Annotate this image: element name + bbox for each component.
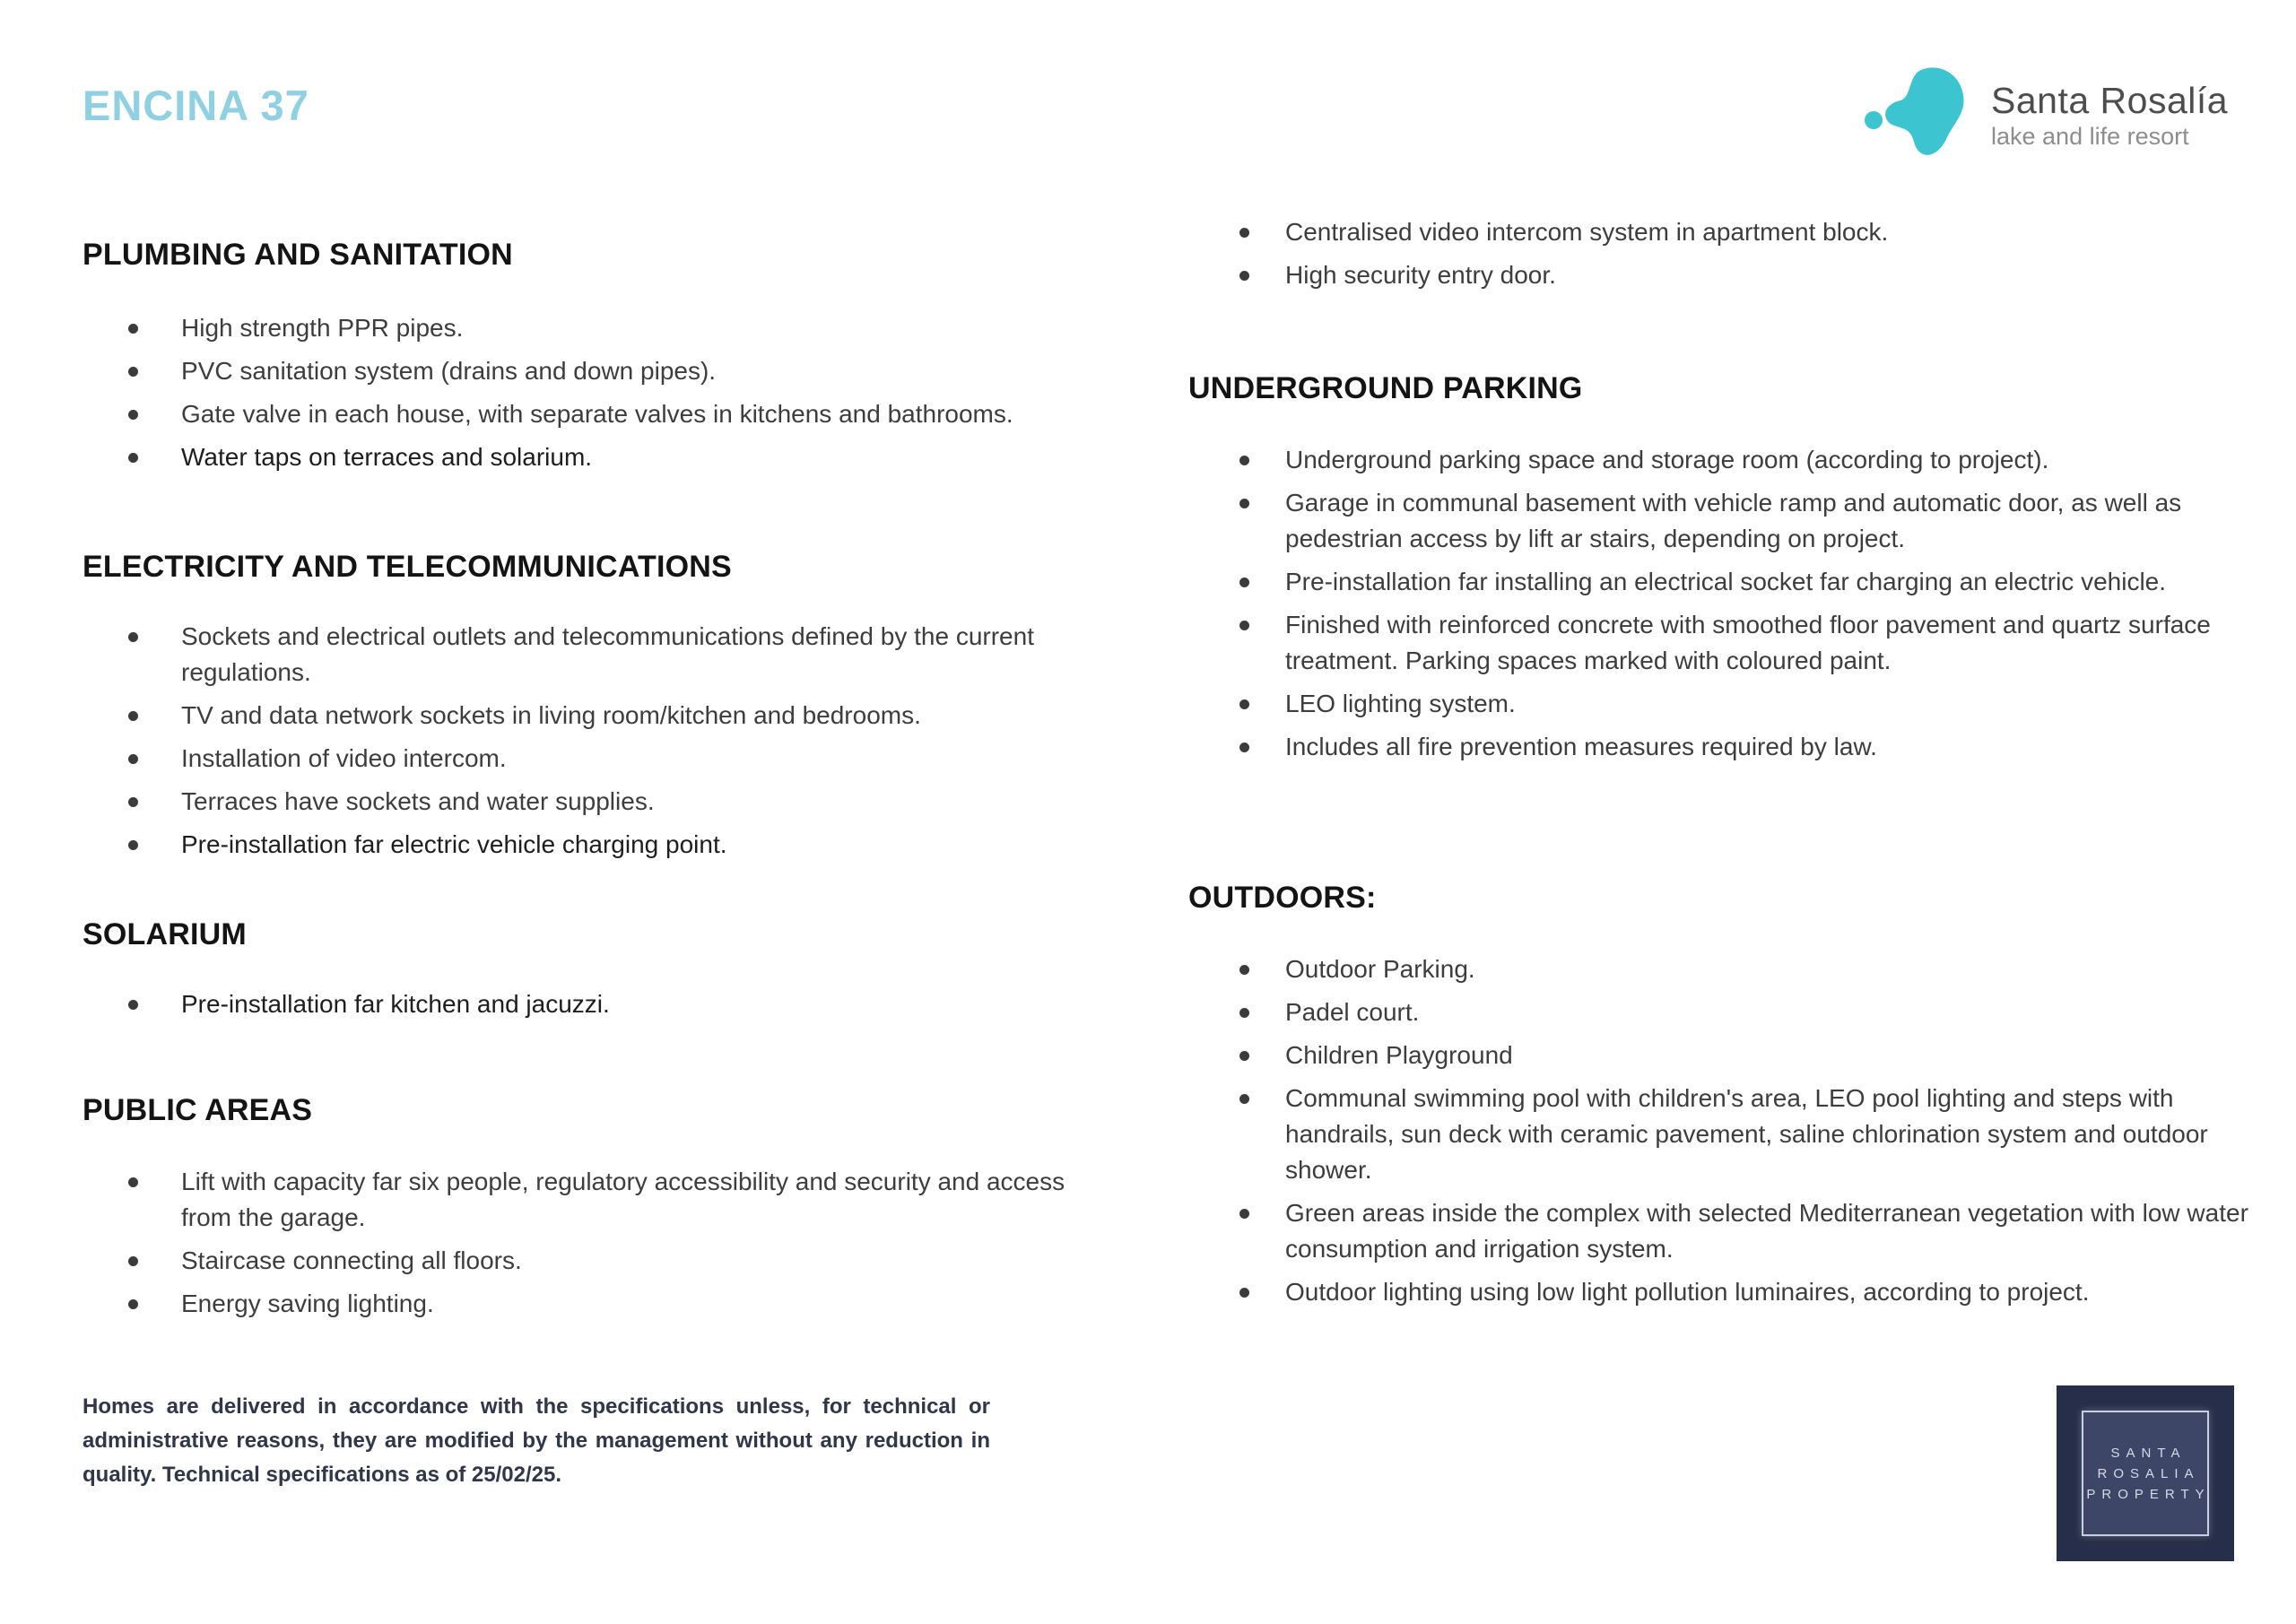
list-item-text: TV and data network sockets in living room/kitchen and bedrooms. [181, 701, 921, 729]
list-item [1285, 1195, 2251, 1267]
list-item-text: Outdoor lighting using low light pollution luminaires, according to project. [1285, 1278, 2090, 1306]
section-heading-public-areas: PUBLIC AREAS [83, 1093, 313, 1127]
bullet-icon [128, 1177, 138, 1187]
property-logo-inner [2082, 1411, 2209, 1536]
list-item-text: Pre-installation far installing an electrical socket far charging an electric vehicle. [1285, 568, 2167, 595]
list-item [1285, 1038, 2251, 1073]
bullet-icon [128, 632, 138, 642]
list-item [1285, 951, 2251, 987]
bullet-icon [128, 797, 138, 807]
property-logo-line: PROPERTY [2086, 1486, 2211, 1502]
bullet-icon [1239, 228, 1249, 238]
brand-dot-icon [1865, 111, 1883, 129]
bullet-icon [128, 711, 138, 721]
list-item [1285, 994, 2251, 1030]
list-item [1285, 485, 2251, 557]
brand-tagline: lake and life resort [1991, 123, 2189, 150]
section-heading-electricity: ELECTRICITY AND TELECOMMUNICATIONS [83, 550, 732, 584]
list-item [181, 353, 1091, 389]
list-item-text: Centralised video intercom system in apartment block. [1285, 218, 1889, 246]
list-item-text: LEO lighting system. [1285, 690, 1516, 717]
brand-blob-icon [1864, 65, 1982, 161]
electricity-list [83, 619, 1091, 863]
underground-parking-list [1188, 442, 2251, 765]
list-item-text: Water taps on terraces and solarium. [181, 443, 593, 471]
list-item-text: Finished with reinforced concrete with smoothed floor pavement and quartz surface treatment. Parking spaces marked with coloured paint. [1285, 611, 2211, 674]
list-item-text: Pre-installation far kitchen and jacuzzi. [181, 990, 610, 1018]
bullet-icon [128, 1256, 138, 1266]
bullet-icon [1239, 1288, 1249, 1298]
bullet-icon [1239, 699, 1249, 709]
list-item-text: Garage in communal basement with vehicle ramp and automatic door, as well as pedestrian access by lift ar stairs, depending on project. [1285, 489, 2182, 552]
bullet-icon [128, 367, 138, 377]
list-item-text: Installation of video intercom. [181, 744, 507, 772]
list-item-text: Underground parking space and storage room (according to project). [1285, 446, 2049, 473]
list-item-text: Pre-installation far electric vehicle charging point. [181, 830, 727, 858]
list-item-text: Staircase connecting all floors. [181, 1246, 522, 1274]
bullet-icon [1239, 621, 1249, 630]
right-column [1188, 202, 2251, 1310]
bullet-icon [128, 1000, 138, 1010]
list-item [181, 439, 1091, 475]
list-item-text: Green areas inside the complex with selected Mediterranean vegetation with low water consumption and irrigation system. [1285, 1199, 2248, 1263]
list-item-text: PVC sanitation system (drains and down pipes). [181, 357, 717, 385]
list-item [181, 1243, 1091, 1279]
section-heading-underground-parking: UNDERGROUND PARKING [1188, 371, 1583, 405]
list-item [181, 784, 1091, 820]
solarium-list [83, 986, 1091, 1022]
list-item [181, 310, 1091, 346]
list-item-text: Includes all fire prevention measures required by law. [1285, 733, 1877, 760]
list-item-text: Padel court. [1285, 998, 1420, 1026]
property-logo [2057, 1385, 2234, 1561]
bullet-icon [128, 1299, 138, 1309]
list-item [181, 698, 1091, 734]
list-item [1285, 564, 2251, 600]
bullet-icon [128, 840, 138, 850]
list-item [1285, 729, 2251, 765]
list-item-text: Children Playground [1285, 1041, 1513, 1069]
bullet-icon [1239, 499, 1249, 508]
property-logo-line: SANTA [2110, 1445, 2187, 1461]
bullet-icon [1239, 743, 1249, 752]
bullet-icon [1239, 456, 1249, 465]
outdoors-list [1188, 951, 2251, 1310]
list-item-text: Gate valve in each house, with separate valves in kitchens and bathrooms. [181, 400, 1013, 428]
section-heading-plumbing: PLUMBING AND SANITATION [83, 238, 513, 272]
list-item-text: Terraces have sockets and water supplies. [181, 787, 655, 815]
list-item-text: Energy saving lighting. [181, 1290, 434, 1317]
bullet-icon [1239, 1094, 1249, 1104]
list-item [181, 986, 1091, 1022]
list-item [1285, 442, 2251, 478]
bullet-icon [128, 453, 138, 463]
bullet-icon [128, 324, 138, 334]
list-item [1285, 1081, 2251, 1188]
list-item [1285, 607, 2251, 679]
list-item [1285, 686, 2251, 722]
list-item-text: Outdoor Parking. [1285, 955, 1475, 983]
list-item [181, 827, 1091, 863]
list-item [1285, 1274, 2251, 1310]
bullet-icon [1239, 1051, 1249, 1061]
list-item [1285, 257, 2251, 293]
security-list [1188, 214, 2251, 293]
brand-logo [1864, 65, 2228, 161]
list-item-text: Sockets and electrical outlets and telecommunications defined by the current regulations. [181, 622, 1034, 686]
bullet-icon [128, 754, 138, 764]
section-heading-solarium: SOLARIUM [83, 917, 247, 951]
page-title: ENCINA 37 [83, 82, 309, 129]
list-item [181, 741, 1091, 777]
public-areas-list [83, 1164, 1091, 1322]
list-item [1285, 214, 2251, 250]
left-column [83, 224, 1091, 1514]
property-logo-line: ROSALIA [2097, 1465, 2200, 1481]
list-item [181, 396, 1091, 432]
brand-name: Santa Rosalía [1991, 80, 2229, 121]
list-item [181, 1286, 1091, 1322]
section-heading-outdoors: OUTDOORS: [1188, 881, 1377, 915]
list-item [181, 619, 1091, 690]
bullet-icon [1239, 1008, 1249, 1018]
bullet-icon [1239, 271, 1249, 281]
list-item-text: Lift with capacity far six people, regulatory accessibility and security and access from the garage. [181, 1168, 1065, 1231]
list-item-text: Communal swimming pool with children's area, LEO pool lighting and steps with handrails, sun deck with ceramic pavement, saline chlorination system and outdoor shower. [1285, 1084, 2208, 1184]
bullet-icon [1239, 578, 1249, 587]
bullet-icon [128, 410, 138, 420]
list-item-text: High security entry door. [1285, 261, 1556, 289]
bullet-icon [1239, 1209, 1249, 1219]
bullet-icon [1239, 965, 1249, 975]
footnote: Homes are delivered in accordance with the specifications unless, for technical or administrative reasons, they are modified by the management without any reduction in quality. Technical specifications as of 25/02/25. [83, 1394, 990, 1487]
list-item-text: High strength PPR pipes. [181, 314, 464, 342]
list-item [181, 1164, 1091, 1236]
plumbing-list [83, 310, 1091, 475]
brand-text [1991, 65, 2228, 151]
